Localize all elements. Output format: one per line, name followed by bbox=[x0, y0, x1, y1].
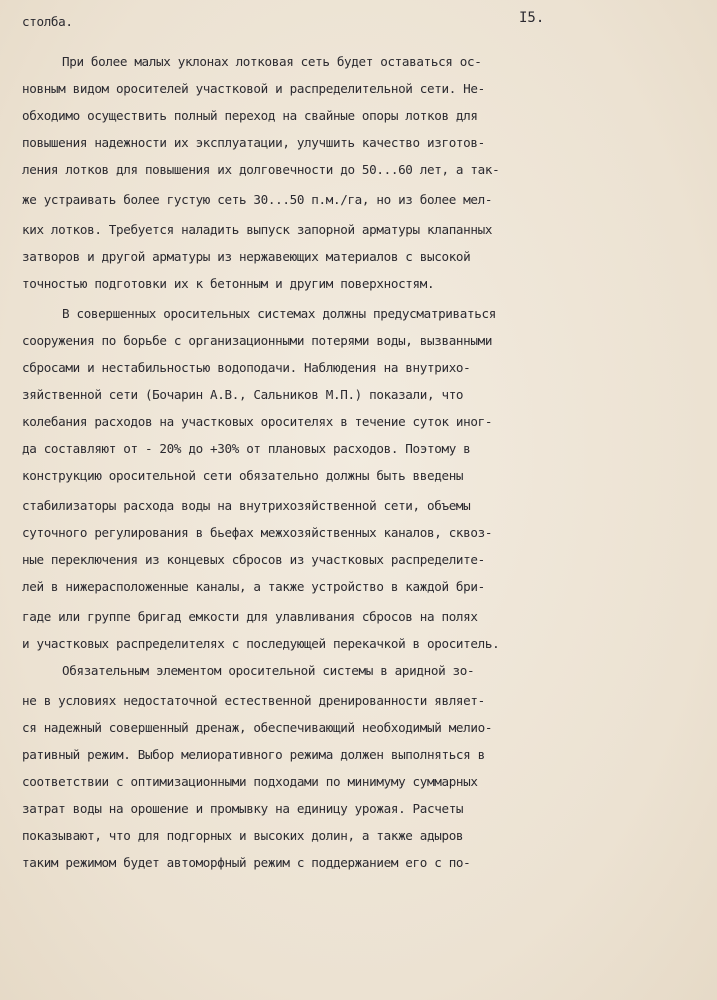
text-line: не в условиях недостаточной естественной дренированности являет- bbox=[22, 693, 485, 708]
page-number: I5. bbox=[519, 10, 545, 26]
text-line: же устраивать более густую сеть 30...50 п.м./га, но из более мел- bbox=[22, 192, 493, 207]
text-line: гаде или группе бригад емкости для улавливания сбросов на полях bbox=[22, 609, 478, 624]
text-line: зяйственной сети (Бочарин А.В., Сальников М.П.) показали, что bbox=[22, 387, 464, 402]
text-line: ративный режим. Выбор мелиоративного режима должен выполняться в bbox=[22, 747, 485, 762]
text-line: Обязательным элементом оросительной системы в аридной зо- bbox=[62, 663, 475, 678]
text-line: сбросами и нестабильностью водоподачи. Наблюдения на внутрихо- bbox=[22, 360, 471, 375]
text-line: В совершенных оросительных системах должны предусматриваться bbox=[62, 306, 496, 321]
text-line: ких лотков. Требуется наладить выпуск запорной арматуры клапанных bbox=[22, 222, 493, 237]
text-line: затрат воды на орошение и промывку на единицу урожая. Расчеты bbox=[22, 801, 464, 816]
text-line: конструкцию оросительной сети обязательно должны быть введены bbox=[22, 468, 464, 483]
text-line: соответствии с оптимизационными подходами по минимуму суммарных bbox=[22, 774, 478, 789]
text-line: повышения надежности их эксплуатации, улучшить качество изготов- bbox=[22, 135, 485, 150]
text-line: показывают, что для подгорных и высоких долин, а также адыров bbox=[22, 828, 464, 843]
text-line: столба. bbox=[22, 14, 73, 29]
text-line: обходимо осуществить полный переход на свайные опоры лотков для bbox=[22, 108, 478, 123]
text-line: и участковых распределителях с последующей перекачкой в ороситель. bbox=[22, 636, 500, 651]
text-line: стабилизаторы расхода воды на внутрихозяйственной сети, объемы bbox=[22, 498, 471, 513]
text-line: При более малых уклонах лотковая сеть будет оставаться ос- bbox=[62, 54, 482, 69]
text-line: лей в нижерасположенные каналы, а также устройство в каждой бри- bbox=[22, 579, 485, 594]
text-line: затворов и другой арматуры из нержавеющих материалов с высокой bbox=[22, 249, 471, 264]
text-line: суточного регулирования в бьефах межхозяйственных каналов, сквоз- bbox=[22, 525, 493, 540]
text-line: ся надежный совершенный дренаж, обеспечивающий необходимый мелио- bbox=[22, 720, 493, 735]
text-line: таким режимом будет автоморфный режим с поддержанием его с по- bbox=[22, 855, 471, 870]
text-line: ные переключения из концевых сбросов из участковых распределите- bbox=[22, 552, 485, 567]
text-line: да составляют от - 20% до +30% от плановых расходов. Поэтому в bbox=[22, 441, 471, 456]
text-line: сооружения по борьбе с организационными потерями воды, вызванными bbox=[22, 333, 493, 348]
text-line: точностью подготовки их к бетонным и другим поверхностям. bbox=[22, 276, 435, 291]
text-line: ления лотков для повышения их долговечности до 50...60 лет, а так- bbox=[22, 162, 500, 177]
text-line: колебания расходов на участковых оросителях в течение суток иног- bbox=[22, 414, 493, 429]
text-line: новным видом оросителей участковой и распределительной сети. Не- bbox=[22, 81, 485, 96]
